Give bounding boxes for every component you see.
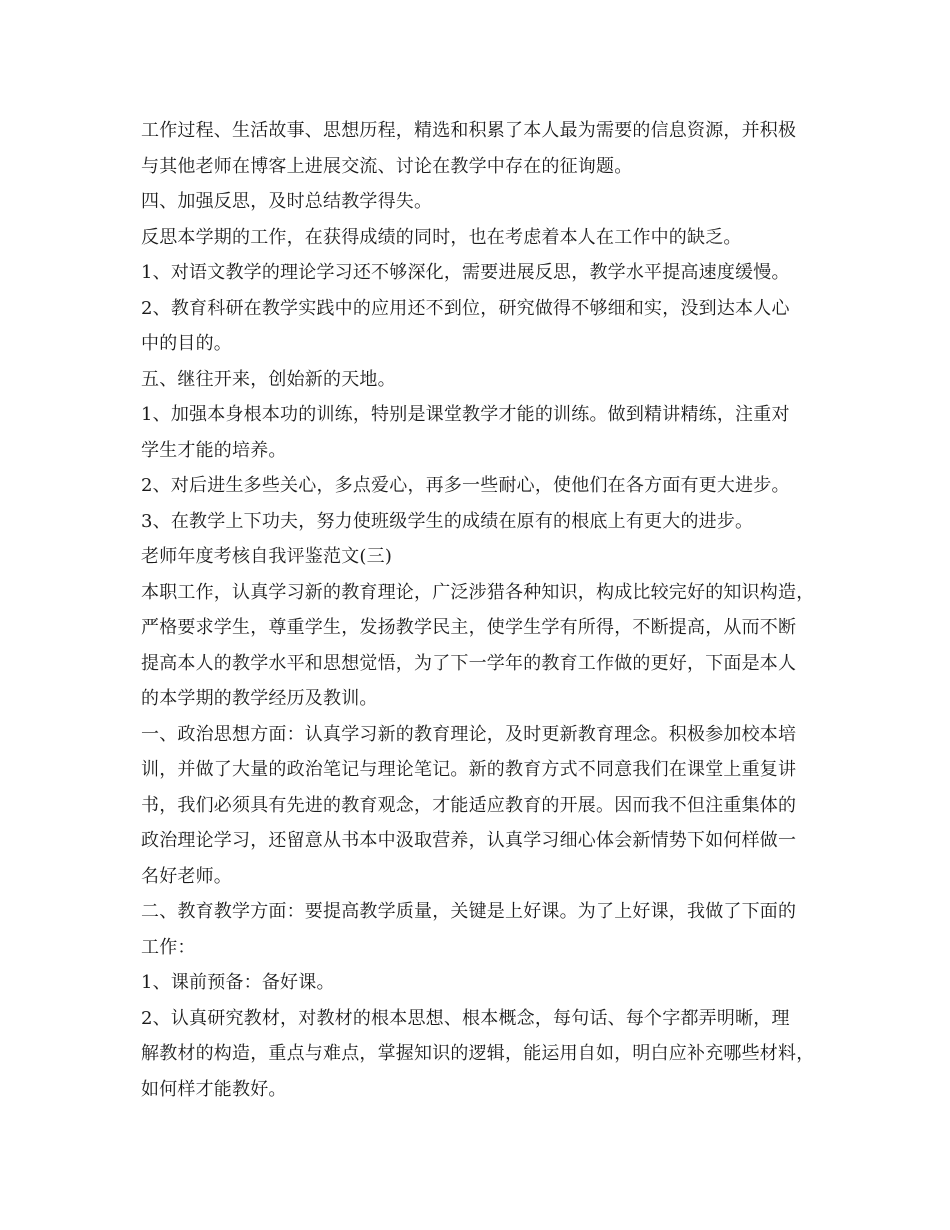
text-line: 工作： xyxy=(141,936,196,958)
list-item: 3、在教学上下功夫，努力使班级学生的成绩在原有的根底上有更大的进步。 xyxy=(141,510,754,532)
list-item: 2、教育科研在教学实践中的应用还不到位，研究做得不够细和实，没到达本人心 xyxy=(141,297,790,319)
section-heading: 四、加强反思，及时总结教学得失。 xyxy=(141,191,433,212)
text-line: 学生才能的培养。 xyxy=(141,439,287,461)
text-line: 如何样才能教好。 xyxy=(141,1078,287,1100)
list-item: 1、加强本身根本功的训练，特别是课堂教学才能的训练。做到精讲精练，注重对 xyxy=(141,404,790,425)
text-line: 解教材的构造，重点与难点，掌握知识的逻辑，能运用自如，明白应补充哪些材料， xyxy=(141,1043,815,1064)
section-heading: 二、教育教学方面：要提高教学质量，关键是上好课。为了上好课，我做了下面的 xyxy=(141,901,797,922)
text-line: 中的目的。 xyxy=(141,333,232,354)
text-line: 提高本人的教学水平和思想觉悟，为了下一学年的教育工作做的更好，下面是本人 xyxy=(141,652,797,674)
list-item: 2、对后进生多些关心，多点爱心，再多一些耐心，使他们在各方面有更大进步。 xyxy=(141,475,790,496)
text-line: 训，并做了大量的政治笔记与理论笔记。新的教育方式不同意我们在课堂上重复讲 xyxy=(141,759,797,780)
text-line: 与其他老师在博客上进展交流、讨论在教学中存在的征询题。 xyxy=(141,155,633,177)
text-line: 名好老师。 xyxy=(141,865,232,887)
section-heading: 五、继往开来，创始新的天地。 xyxy=(141,368,396,390)
list-item: 1、课前预备：备好课。 xyxy=(141,972,335,993)
text-line: 的本学期的教学经历及教训。 xyxy=(141,688,378,709)
list-item: 1、对语文教学的理论学习还不够深化，需要进展反思，教学水平提高速度缓慢。 xyxy=(141,262,790,283)
text-line: 本职工作，认真学习新的教育理论，广泛涉猎各种知识，构成比较完好的知识构造， xyxy=(141,581,815,603)
text-line: 书，我们必须具有先进的教育观念，才能适应教育的开展。因而我不但注重集体的 xyxy=(141,794,797,816)
text-line: 严格要求学生，尊重学生，发扬教学民主，使学生学有所得，不断提高，从而不断 xyxy=(141,617,797,638)
section-heading: 一、政治思想方面：认真学习新的教育理论，及时更新教育理念。积极参加校本培 xyxy=(141,723,797,745)
article-title: 老师年度考核自我评鉴范文(三) xyxy=(141,546,393,567)
text-line: 工作过程、生活故事、思想历程，精选和积累了本人最为需要的信息资源，并积极 xyxy=(141,120,797,141)
text-line: 政治理论学习，还留意从书本中汲取营养，认真学习细心体会新情势下如何样做一 xyxy=(141,830,797,851)
list-item: 2、认真研究教材，对教材的根本思想、根本概念，每句话、每个字都弄明晰，理 xyxy=(141,1007,790,1029)
document-body xyxy=(141,113,831,1107)
text-line: 反思本学期的工作，在获得成绩的同时，也在考虑着本人在工作中的缺乏。 xyxy=(141,226,742,248)
